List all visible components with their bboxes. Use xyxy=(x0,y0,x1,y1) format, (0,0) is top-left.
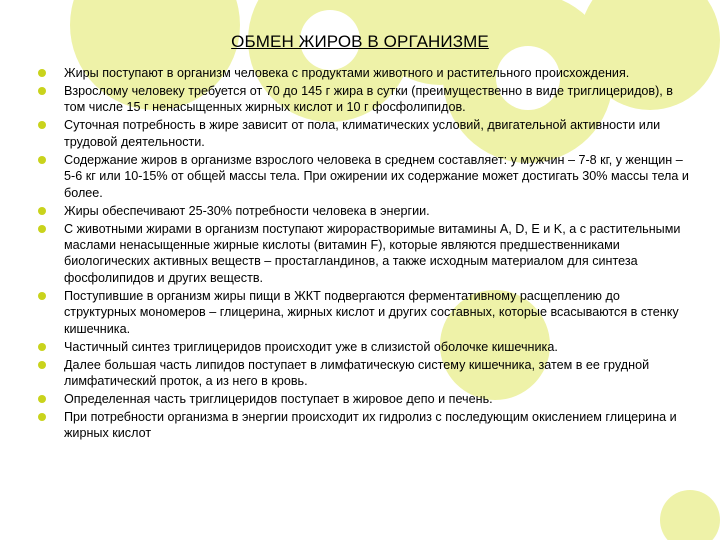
bullet-item xyxy=(38,203,694,219)
bullet-dot-icon xyxy=(38,207,46,215)
bullet-text: Жиры обеспечивают 25-30% потребности человека в энергии. xyxy=(64,203,430,218)
bullet-item xyxy=(38,117,694,150)
bullet-text: Далее большая часть липидов поступает в лимфатическую систему кишечника, затем в ее грудной лимфатический проток, а из него в кровь. xyxy=(64,357,650,389)
bullet-dot-icon xyxy=(38,121,46,129)
bullet-dot-icon xyxy=(38,87,46,95)
bullet-dot-icon xyxy=(38,361,46,369)
bullet-item xyxy=(38,409,694,442)
bullet-dot-icon xyxy=(38,395,46,403)
bullet-item xyxy=(38,65,694,81)
bullet-text: Частичный синтез триглицеридов происходит уже в слизистой оболочке кишечника. xyxy=(64,339,558,354)
bullet-list xyxy=(38,65,694,443)
bullet-text: С животными жирами в организм поступают жирорастворимые витамины A, D, E и K, а с растительными маслами ненасыщенные жирные кислоты (витамин F), которые являются предшественниками биологических активных веществ – простагландинов, а также исходным материалом для синтеза фосфолипидов и других веществ. xyxy=(64,221,681,285)
bullet-item xyxy=(38,357,694,390)
bullet-text: Содержание жиров в организме взрослого человека в среднем составляет: у мужчин – 7-8 кг, у женщин – 5-6 кг или 10-15% от общей массы тела. При ожирении их содержание может достигать 30% массы тела и более. xyxy=(64,152,689,200)
bullet-dot-icon xyxy=(38,343,46,351)
bullet-item xyxy=(38,152,694,201)
bullet-item xyxy=(38,83,694,116)
bullet-item xyxy=(38,391,694,407)
slide-title: ОБМЕН ЖИРОВ В ОРГАНИЗМЕ xyxy=(231,32,489,51)
bullet-dot-icon xyxy=(38,69,46,77)
bullet-text: Взрослому человеку требуется от 70 до 145 г жира в сутки (преимущественно в виде триглицеридов), в том числе 15 г ненасыщенных жирных кислот и 10 г фосфолипидов. xyxy=(64,84,674,115)
bullet-dot-icon xyxy=(38,156,46,164)
bullet-dot-icon xyxy=(38,413,46,421)
bullet-item xyxy=(38,339,694,355)
bullet-dot-icon xyxy=(38,292,46,300)
bullet-item xyxy=(38,288,694,337)
bullet-text: Суточная потребность в жире зависит от пола, климатических условий, двигательной активности или трудовой деятельности. xyxy=(64,118,661,149)
bullet-text: При потребности организма в энергии происходит их гидролиз с последующим окислением глицерина и жирных кислот xyxy=(64,410,677,441)
decor-circle xyxy=(660,490,720,540)
bullet-dot-icon xyxy=(38,225,46,233)
bullet-text: Жиры поступают в организм человека с продуктами животного и растительного происхождения. xyxy=(64,66,630,80)
bullet-item xyxy=(38,221,694,287)
bullet-text: Определенная часть триглицеридов поступает в жировое депо и печень. xyxy=(64,392,493,407)
bullet-text: Поступившие в организм жиры пищи в ЖКТ подвергаются ферментативному расщеплению до структурных мономеров – глицерина, жирных кислот и других составных, которые всасываются в стенку кишечника. xyxy=(64,288,679,336)
